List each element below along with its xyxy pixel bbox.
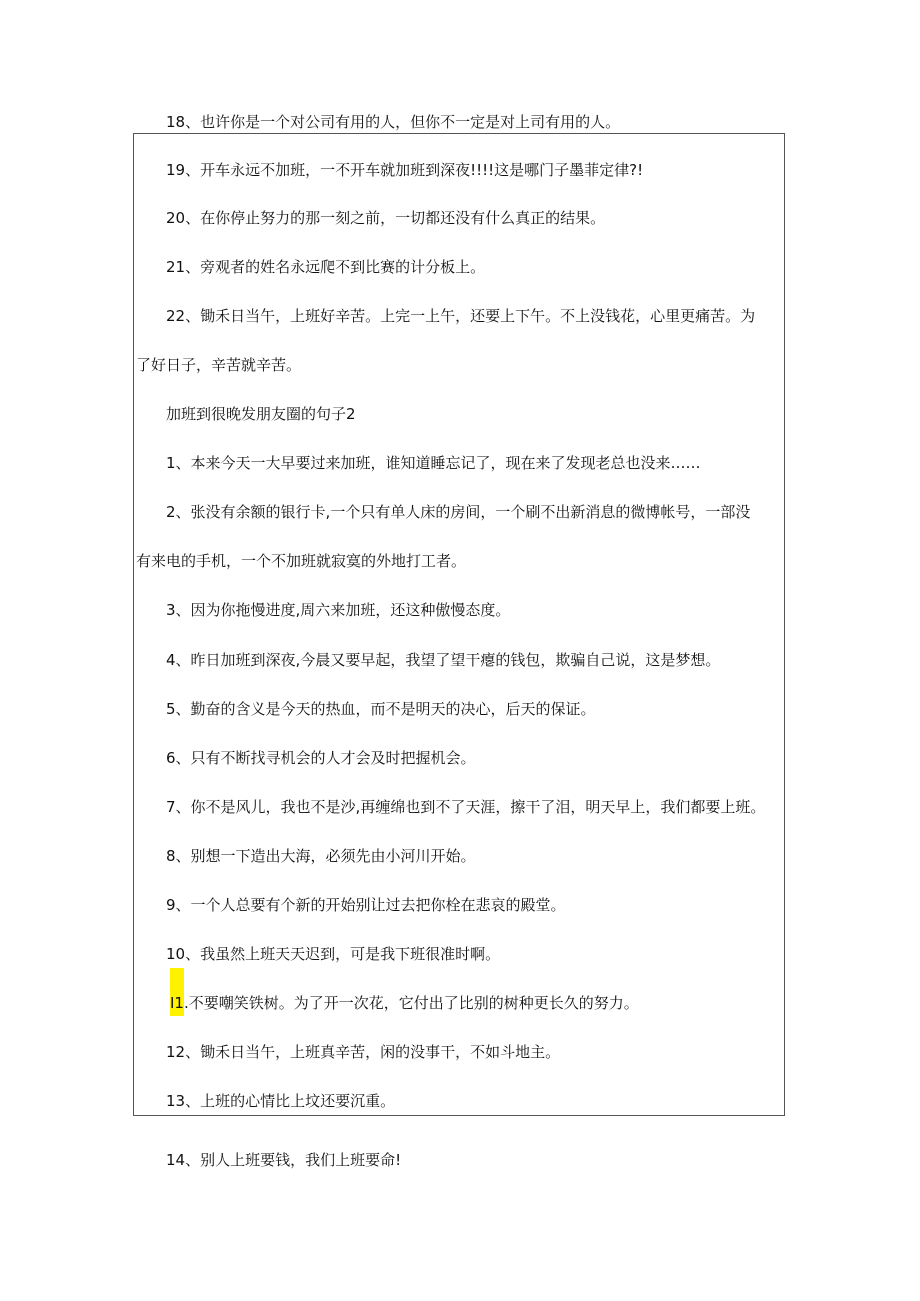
text-line: 了好日子，辛苦就辛苦。 <box>136 356 302 374</box>
text-line: 19、开车永远不加班，一不开车就加班到深夜!!!!这是哪门子墨菲定律?! <box>166 161 644 179</box>
text-line: 有来电的手机，一个不加班就寂寞的外地打工者。 <box>136 552 467 570</box>
text-line: 9、一个人总要有个新的开始别让过去把你栓在悲哀的殿堂。 <box>166 896 566 914</box>
text-line: 8、别想一下造出大海，必须先由小河川开始。 <box>166 847 476 865</box>
text-line: 18、也许你是一个对公司有用的人，但你不一定是对上司有用的人。 <box>166 113 621 131</box>
text-line: 4、昨日加班到深夜,今晨又要早起，我望了望干瘪的钱包，欺骗自己说，这是梦想。 <box>166 651 721 669</box>
text-line: 21、旁观者的姓名永远爬不到比赛的计分板上。 <box>166 258 486 276</box>
text-line: 14、别人上班要钱，我们上班要命! <box>166 1151 402 1169</box>
text-line: 20、在你停止努力的那一刻之前，一切都还没有什么真正的结果。 <box>166 209 606 227</box>
text-line: 22、锄禾日当午，上班好辛苦。上完一上午，还要上下午。不上没钱花，心里更痛苦。为 <box>166 307 756 325</box>
text-line: 6、只有不断找寻机会的人才会及时把握机会。 <box>166 749 476 767</box>
text-line: 1、本来今天一大早要过来加班，谁知道睡忘记了，现在来了发现老总也没来…… <box>166 454 701 472</box>
text-line: 10、我虽然上班天天迟到，可是我下班很准时啊。 <box>166 945 501 963</box>
text-line: 7、你不是风儿，我也不是沙,再缠绵也到不了天涯，擦干了泪，明天早上，我们都要上班。 <box>166 798 766 816</box>
text-line: 13、上班的心情比上坟还要沉重。 <box>166 1092 396 1110</box>
text-line: 12、锄禾日当午，上班真辛苦，闲的没事干，不如斗地主。 <box>166 1043 561 1061</box>
section-heading: 加班到很晚发朋友圈的句子2 <box>166 405 356 423</box>
text-line: 2、张没有余额的银行卡,一个只有单人床的房间，一个刷不出新消息的微博帐号，一部没 <box>166 503 751 521</box>
text-line: 5、勤奋的含义是今天的热血，而不是明天的决心，后天的保证。 <box>166 700 596 718</box>
content-frame <box>133 133 785 1116</box>
text-line: I1.不要嘲笑铁树。为了开一次花，它付出了比别的树种更长久的努力。 <box>170 994 639 1012</box>
text-line: 3、因为你拖慢进度,周六来加班，还这种傲慢态度。 <box>166 601 511 619</box>
